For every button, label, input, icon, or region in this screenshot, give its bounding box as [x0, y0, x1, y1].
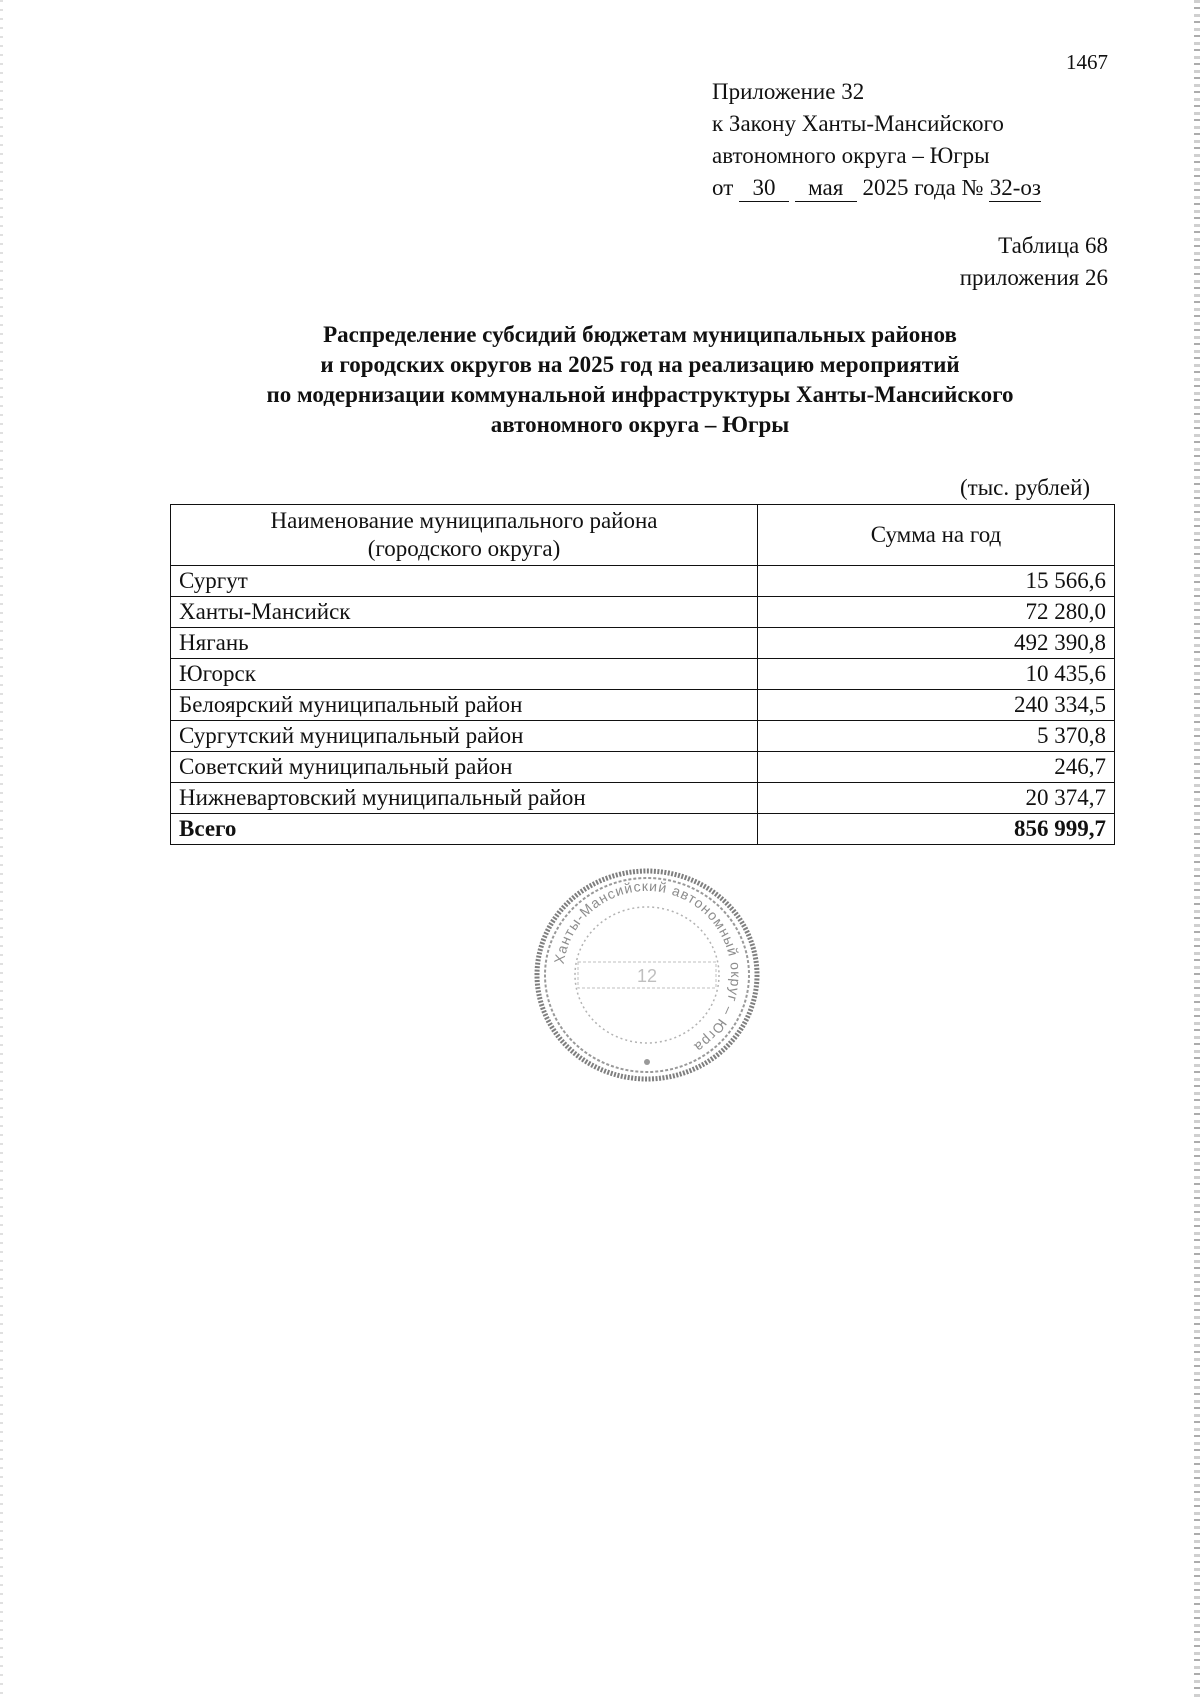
table-row [171, 690, 1115, 721]
total-label: Всего [171, 814, 758, 845]
official-seal-stamp [530, 862, 764, 1088]
table-row [171, 783, 1115, 814]
units-label: (тыс. рублей) [960, 475, 1091, 500]
row-value: 246,7 [758, 752, 1115, 783]
table-header-row [171, 505, 1115, 566]
table-row [171, 752, 1115, 783]
header-amount: Сумма на год [758, 505, 1115, 566]
annex-day: 30 [739, 175, 789, 202]
row-value: 72 280,0 [758, 597, 1115, 628]
scan-edge-right [1194, 0, 1200, 1698]
row-value: 5 370,8 [758, 721, 1115, 752]
total-value: 856 999,7 [758, 814, 1115, 845]
annex-date-line [712, 172, 1041, 204]
row-value: 20 374,7 [758, 783, 1115, 814]
annex-header [712, 76, 1041, 204]
table-row [171, 721, 1115, 752]
scan-edge-left [0, 0, 3, 1698]
page-number: 1467 [1066, 50, 1108, 74]
row-name: Нижневартовский муниципальный район [171, 783, 758, 814]
annex-line-3: автономного округа – Югры [712, 143, 990, 168]
annex-month: мая [795, 175, 857, 202]
title-line-3: по модернизации коммунальной инфраструктуры Ханты-Мансийского [266, 382, 1014, 407]
row-value: 10 435,6 [758, 659, 1115, 690]
row-name: Югорск [171, 659, 758, 690]
table-row [171, 659, 1115, 690]
row-value: 240 334,5 [758, 690, 1115, 721]
header-municipality [171, 505, 758, 566]
row-value: 15 566,6 [758, 566, 1115, 597]
table-row [171, 566, 1115, 597]
annex-line-1: Приложение 32 [712, 79, 865, 104]
row-name: Сургут [171, 566, 758, 597]
seal-center-text: 12 [636, 966, 658, 986]
row-name: Сургутский муниципальный район [171, 721, 758, 752]
row-name: Ханты-Мансийск [171, 597, 758, 628]
title-line-2: и городских округов на 2025 год на реализацию мероприятий [320, 352, 960, 377]
seal-ring-text: Ханты-Мансийский автономный округ – Югра [550, 877, 745, 1057]
annex-year-text: 2025 года № [862, 175, 984, 200]
table-reference [942, 230, 1108, 294]
title-line-4: автономного округа – Югры [490, 412, 790, 437]
header-municipality-line-2: (городского округа) [367, 536, 561, 561]
document-title [170, 320, 1110, 440]
annex-date-prefix: от [712, 175, 734, 200]
row-name: Советский муниципальный район [171, 752, 758, 783]
table-row [171, 628, 1115, 659]
row-name: Белоярский муниципальный район [171, 690, 758, 721]
subsidy-table [170, 504, 1115, 845]
table-total-row [171, 814, 1115, 845]
annex-line-2: к Закону Ханты-Мансийского [712, 111, 1004, 136]
table-row [171, 597, 1115, 628]
title-line-1: Распределение субсидий бюджетам муниципальных районов [323, 322, 957, 347]
row-value: 492 390,8 [758, 628, 1115, 659]
table-ref-line-2: приложения 26 [959, 265, 1108, 290]
header-municipality-line-1: Наименование муниципального района [270, 508, 658, 533]
annex-law-number: 32-оз [989, 175, 1041, 200]
row-name: Нягань [171, 628, 758, 659]
table-ref-line-1: Таблица 68 [998, 233, 1108, 258]
